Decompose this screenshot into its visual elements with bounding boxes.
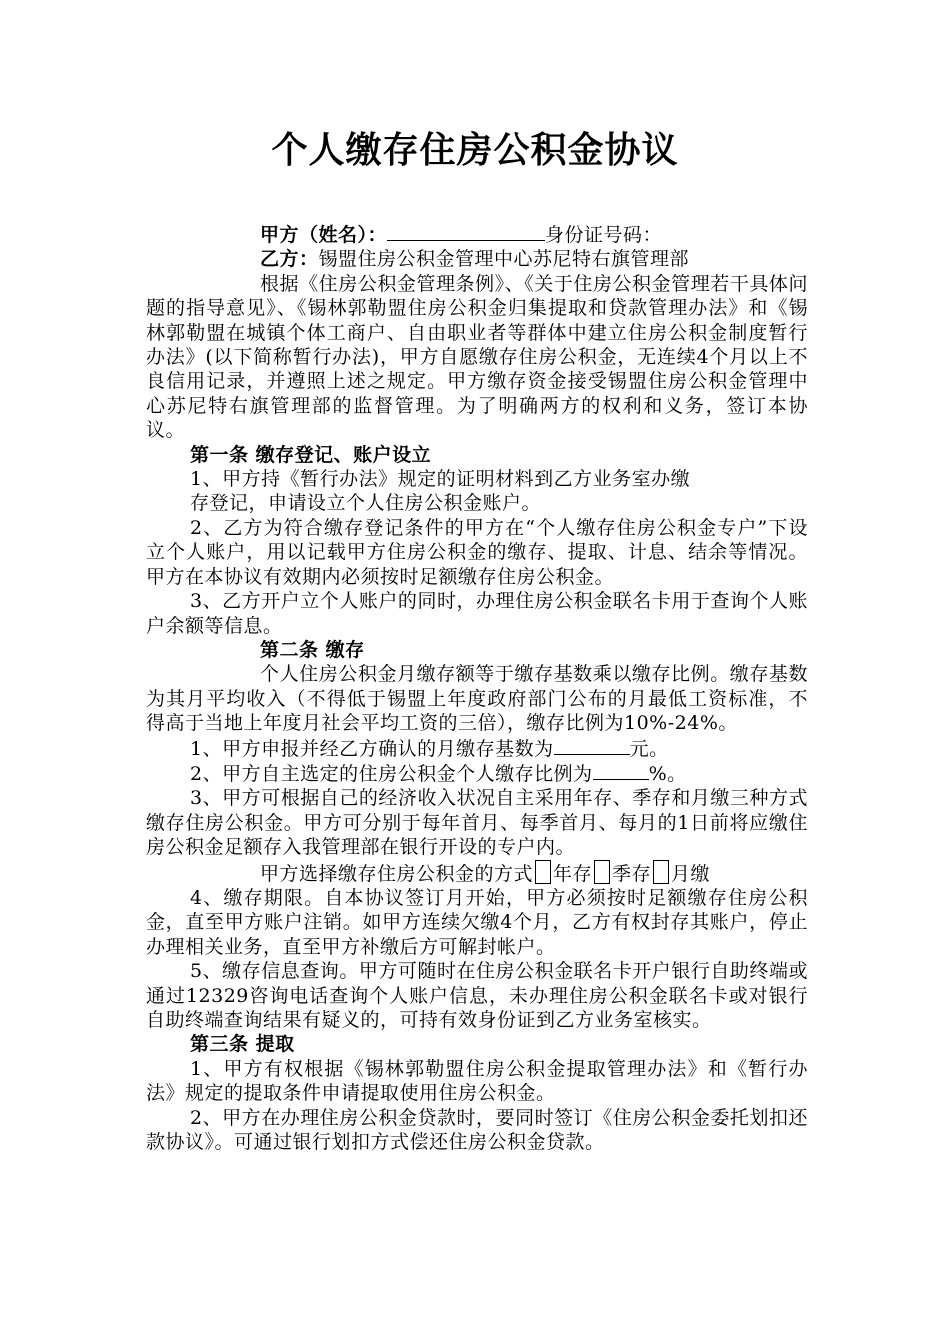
article-2-item-2	[146, 761, 808, 786]
article-1-item-2: 2、乙方为符合缴存登记条件的甲方在“个人缴存住房公积金专户”下设立个人账户，用以记载甲方住房公积金的缴存、提取、计息、结余等情况。甲方在本协议有效期内必须按时足额缴存住房公积金。	[146, 516, 808, 588]
payment-method-label: 甲方选择缴存住房公积金的方式	[260, 862, 534, 885]
article-3-item-2: 2、甲方在办理住房公积金贷款时，要同时签订《住房公积金委托划扣还款协议》。可通过银行划扣方式偿还住房公积金贷款。	[146, 1106, 808, 1154]
checkbox-quarter[interactable]	[594, 860, 610, 884]
option-year-label: 年存	[553, 862, 593, 885]
article-2-heading: 第二条 缴存	[260, 638, 365, 661]
checkbox-year[interactable]	[535, 860, 551, 884]
option-quarter-label: 季存	[612, 862, 652, 885]
article-2-item-5: 5、缴存信息查询。甲方可随时在住房公积金联名卡开户银行自助终端或通过12329咨询电话查询个人账户信息，未办理住房公积金联名卡或对银行自助终端查询结果有疑义的，可持有效身份证到乙方业务室核实。	[146, 960, 808, 1031]
base-amount-blank[interactable]	[554, 736, 630, 755]
party-b-name: 锡盟住房公积金管理中心苏尼特右旗管理部	[318, 248, 690, 271]
article-2-intro: 个人住房公积金月缴存额等于缴存基数乘以缴存比例。缴存基数为其月平均收入（不得低于锡盟上年度政府部门公布的月最低工资标准，不得高于当地上年度月社会平均工资的三倍），缴存比例为10%-24%。	[146, 663, 808, 735]
ratio-blank[interactable]	[593, 761, 649, 780]
party-a-label: 甲方（姓名）：	[260, 224, 388, 246]
article-1-item-3: 3、乙方开户立个人账户的同时，办理住房公积金联名卡用于查询个人账户余额等信息。	[146, 590, 808, 637]
article-1-item-1b: 存登记，申请设立个人住房公积金账户。	[190, 492, 542, 515]
base-amount-unit: 元。	[629, 737, 669, 760]
ratio-unit: %。	[648, 762, 687, 785]
checkbox-month[interactable]	[653, 860, 669, 884]
option-month-label: 月缴	[671, 862, 711, 885]
party-a-name-blank[interactable]	[387, 222, 545, 241]
article-1-item-1a: 1、甲方持《暂行办法》规定的证明材料到乙方业务室办缴	[190, 468, 691, 491]
document-body	[146, 222, 808, 1154]
article-1-heading: 第一条 缴存登记、账户设立	[190, 443, 432, 466]
article-3-heading: 第三条 提取	[190, 1033, 295, 1056]
party-a-id-label: 身份证号码：	[545, 224, 663, 246]
document-title: 个人缴存住房公积金协议	[271, 129, 679, 171]
intro-paragraph: 根据《住房公积金管理条例》、《关于住房公积金管理若干具体问题的指导意见》、《锡林郭勒盟住房公积金归集提取和贷款管理办法》和《锡林郭勒盟在城镇个体工商户、自由职业者等群体中建立住房公积金制度暂行办法》(以下简称暂行办法)，甲方自愿缴存住房公积金，无连续4个月以上不良信用记录，并遵照上述之规定。甲方缴存资金接受锡盟住房公积金管理中心苏尼特右旗管理部的监督管理。为了明确两方的权利和义务，签订本协议。	[146, 272, 808, 442]
article-2-item-4: 4、缴存期限。自本协议签订月开始，甲方必须按时足额缴存住房公积金，直至甲方账户注销。如甲方连续欠缴4个月，乙方有权封存其账户，停止办理相关业务，直至甲方补缴后方可解封帐户。	[146, 886, 808, 958]
article-2-item-3: 3、甲方可根据自己的经济收入状况自主采用年存、季存和月缴三种方式缴存住房公积金。甲方可分别于每年首月、每季首月、每月的1日前将应缴住房公积金足额存入我管理部在银行开设的专户内。	[146, 787, 808, 859]
article-3-item-1: 1、甲方有权根据《锡林郭勒盟住房公积金提取管理办法》和《暂行办法》规定的提取条件申请提取使用住房公积金。	[146, 1057, 808, 1105]
party-b-line	[146, 247, 808, 271]
party-b-label: 乙方：	[260, 248, 319, 271]
ratio-text: 2、甲方自主选定的住房公积金个人缴存比例为	[190, 762, 593, 785]
payment-method-choice	[146, 860, 808, 886]
base-amount-text: 1、甲方申报并经乙方确认的月缴存基数为	[190, 737, 554, 760]
article-2-item-1	[146, 736, 808, 761]
party-a-line	[146, 222, 808, 247]
